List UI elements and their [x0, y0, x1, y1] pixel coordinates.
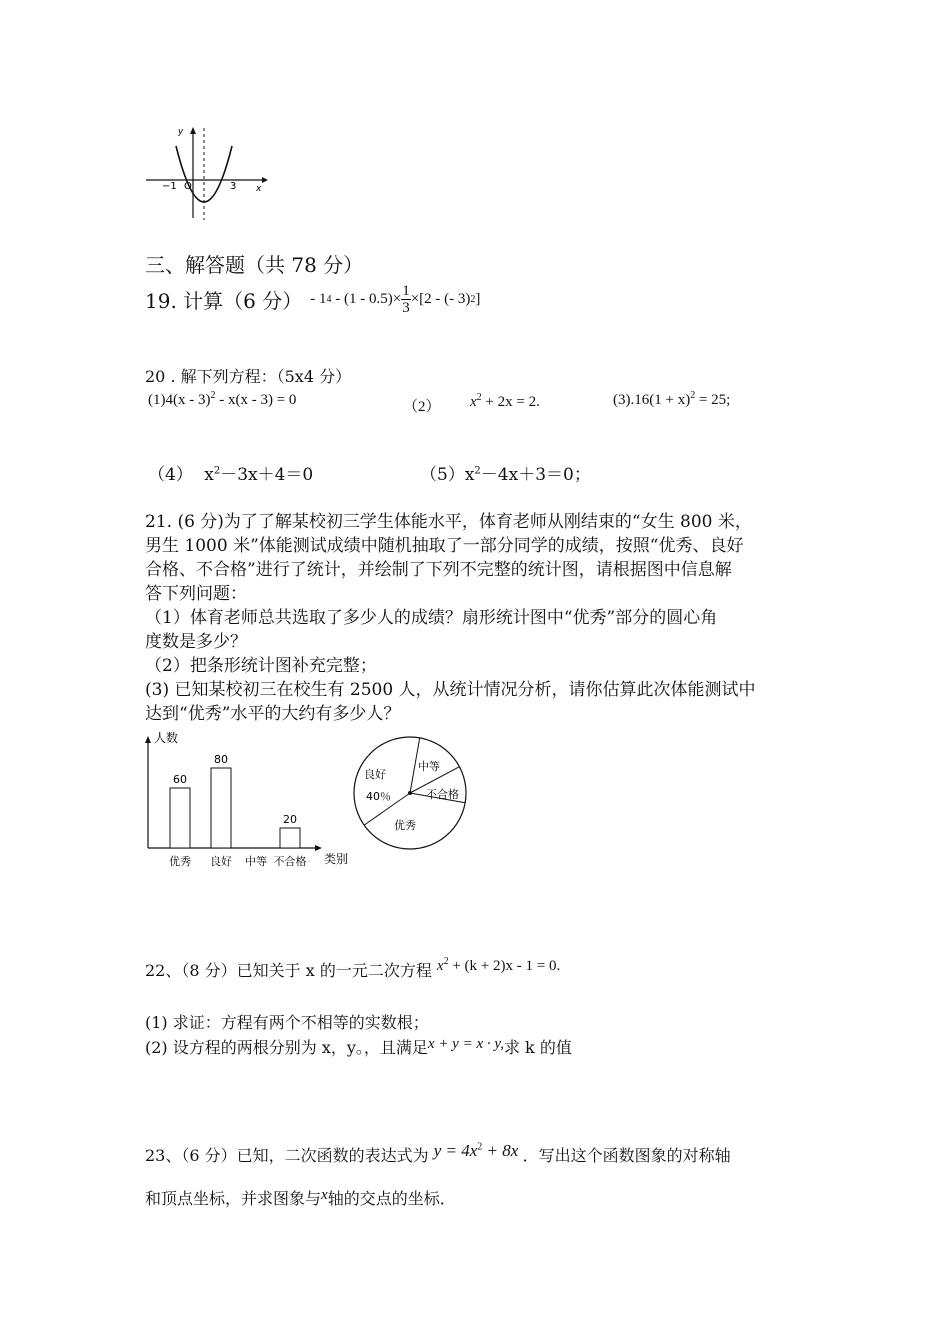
q20-eq2-b: + 2x = 2. [481, 394, 540, 410]
bar-value-label-1: 80 [214, 753, 228, 766]
bar-value-label-3: 20 [283, 813, 297, 826]
q19-expr-c: ×[2 - (- 3) [410, 291, 471, 307]
q19-expr-d: ] [475, 291, 481, 307]
q22-eq-b: + (k + 2)x - 1 = 0. [448, 958, 561, 974]
q19-expr-b: - (1 - 0.5)× [331, 291, 402, 307]
parabola-graph [140, 118, 280, 228]
q19-expr-a-exp: 4 [326, 294, 332, 305]
y-axis-label: y [178, 127, 184, 137]
bar-0 [170, 788, 190, 848]
question-19 [145, 283, 480, 316]
q21-line3: 合格、不合格”进行了统计，并绘制了下列不完整的统计图，请根据图中信息解 [145, 560, 732, 580]
q19-expression [310, 283, 480, 316]
q20-eq5-a: x [464, 465, 475, 485]
pie-chart [348, 730, 473, 855]
q20-eq3-exp: 2 [690, 390, 696, 401]
q23-eq-b: + 8x [482, 1141, 519, 1160]
q20-eq2-a: x [470, 394, 477, 410]
origin-label: O [184, 181, 192, 192]
q22-eq-a: x [436, 958, 444, 974]
q21-sub1-line2: 度数是多少？ [145, 632, 247, 652]
q23-eq-a: y = 4x [433, 1141, 478, 1160]
section-title: 三、解答题（共 78 分） [145, 253, 364, 277]
bar-1 [211, 768, 231, 848]
x-axis-arrow [262, 177, 268, 183]
q19-frac-num: 1 [402, 283, 410, 299]
q22-sub1: (1) 求证：方程有两个不相等的实数根； [145, 1013, 429, 1032]
y-axis-arrow [190, 127, 196, 134]
pie-label-1: 中等 [418, 760, 440, 773]
q21-line2: 男生 1000 米”体能测试成绩中随机抽取了一部分同学的成绩，按照“优秀、良好 [145, 536, 744, 556]
q22-sub2-eq: x + y = x · y, [427, 1036, 504, 1052]
question-23 [145, 1143, 731, 1166]
q20-eq5-b: －4x＋3＝0； [480, 465, 591, 485]
q23-equation [434, 1141, 523, 1160]
q22-sub2 [145, 1035, 572, 1058]
q23-line2-b: 轴的交点的坐标． [327, 1189, 456, 1208]
q20-eq4-label: （4） [148, 465, 193, 485]
question-21 [145, 510, 815, 726]
bar-y-axis-arrow [145, 736, 151, 743]
bar-chart [140, 728, 365, 876]
q21-sub3-line2: 达到“优秀”水平的大约有多少人？ [145, 704, 401, 724]
q20-eq3-b: = 25; [695, 392, 731, 408]
q20-eq5-label: （5） [420, 465, 465, 485]
q20-eq3 [613, 390, 730, 409]
q20-eq4-b: －3x＋4＝0 [220, 465, 314, 485]
q20-eq4 [148, 460, 313, 485]
q20-eq2-exp: 2 [476, 392, 482, 403]
q20-label: 20 . 解下列方程：（5x4 分） [145, 367, 352, 386]
q20-eq1-a: (1)4(x - 3) [148, 392, 211, 408]
q21-line4: 答下列问题： [145, 584, 247, 604]
bar-x-axis-arrow [315, 845, 322, 851]
q22-label: 22、（8 分）已知关于 x 的一元二次方程 [145, 961, 432, 980]
bar-value-label-0: 60 [173, 773, 187, 786]
q20-eq5-exp: 2 [474, 465, 481, 477]
q23-line2-x: x [321, 1187, 328, 1203]
bar-category-label-1: 良好 [210, 855, 232, 868]
q21-sub1-line1: （1）体育老师总共选取了多少人的成绩？扇形统计图中“优秀”部分的圆心角 [145, 608, 718, 628]
q23-label: 23、（6 分）已知，二次函数的表达式为 [145, 1146, 429, 1165]
q22-sub2-b: 求 k 的值 [503, 1038, 572, 1057]
q22-sub2-a: (2) 设方程的两根分别为 x，y。，且满足 [145, 1038, 428, 1057]
q21-line1: 21. (6 分)为了了解某校初三学生体能水平，体育老师从刚结束的“女生 800 米， [145, 512, 752, 532]
q21-sub2: （2）把条形统计图补充完整； [145, 656, 377, 676]
bar-category-label-2: 中等 [245, 855, 267, 868]
pie-label-2: 不合格 [426, 788, 459, 801]
q23-eq-exp: 2 [477, 1141, 483, 1153]
q23-line2 [145, 1186, 456, 1209]
q20-eq3-a: (3).16(1 + x) [613, 392, 691, 408]
x-axis-label: x [256, 184, 262, 194]
q23-line1-end: ．写出这个函数图象的对称轴 [522, 1146, 731, 1165]
q19-expr-c-exp: 2 [470, 294, 476, 305]
bar-category-label-0: 优秀 [169, 855, 191, 868]
q19-frac-den: 3 [402, 300, 410, 316]
right-root-label: 3 [230, 181, 237, 192]
pie-label-3: 优秀 [394, 819, 416, 832]
q20-eq5 [420, 460, 591, 485]
left-root-label: −1 [162, 181, 177, 192]
pie-center-dot [408, 791, 412, 795]
pie-percent-label-0: 40％ [366, 790, 391, 803]
q23-line2-a: 和顶点坐标，并求图象与 [145, 1189, 322, 1208]
bar-y-axis-label: 人数 [154, 731, 179, 745]
q20-eq2-label: （2） [403, 399, 441, 415]
q20-eq1-b: - x(x - 3) = 0 [215, 392, 297, 408]
q19-expr-a: - 1 [310, 291, 327, 307]
q20-eq1 [148, 390, 296, 409]
bar-3 [280, 828, 300, 848]
pie-label-0: 良好 [364, 768, 386, 781]
q20-eq4-exp: 2 [213, 465, 221, 477]
bar-x-axis-label: 类别 [324, 852, 349, 866]
q20-eq1-exp: 2 [210, 390, 216, 401]
q22-equation [437, 958, 560, 974]
q19-label: 19. 计算（6 分） [145, 289, 303, 313]
q22-eq-exp: 2 [443, 956, 449, 967]
bar-category-label-3: 不合格 [273, 855, 307, 868]
question-22 [145, 958, 560, 981]
q20-eq4-a: x [204, 465, 214, 485]
q19-fraction [401, 283, 411, 316]
q21-sub3-line1: (3) 已知某校初三在校生有 2500 人，从统计情况分析，请你估算此次体能测试中 [145, 680, 756, 700]
q20-eq2 [470, 392, 540, 411]
